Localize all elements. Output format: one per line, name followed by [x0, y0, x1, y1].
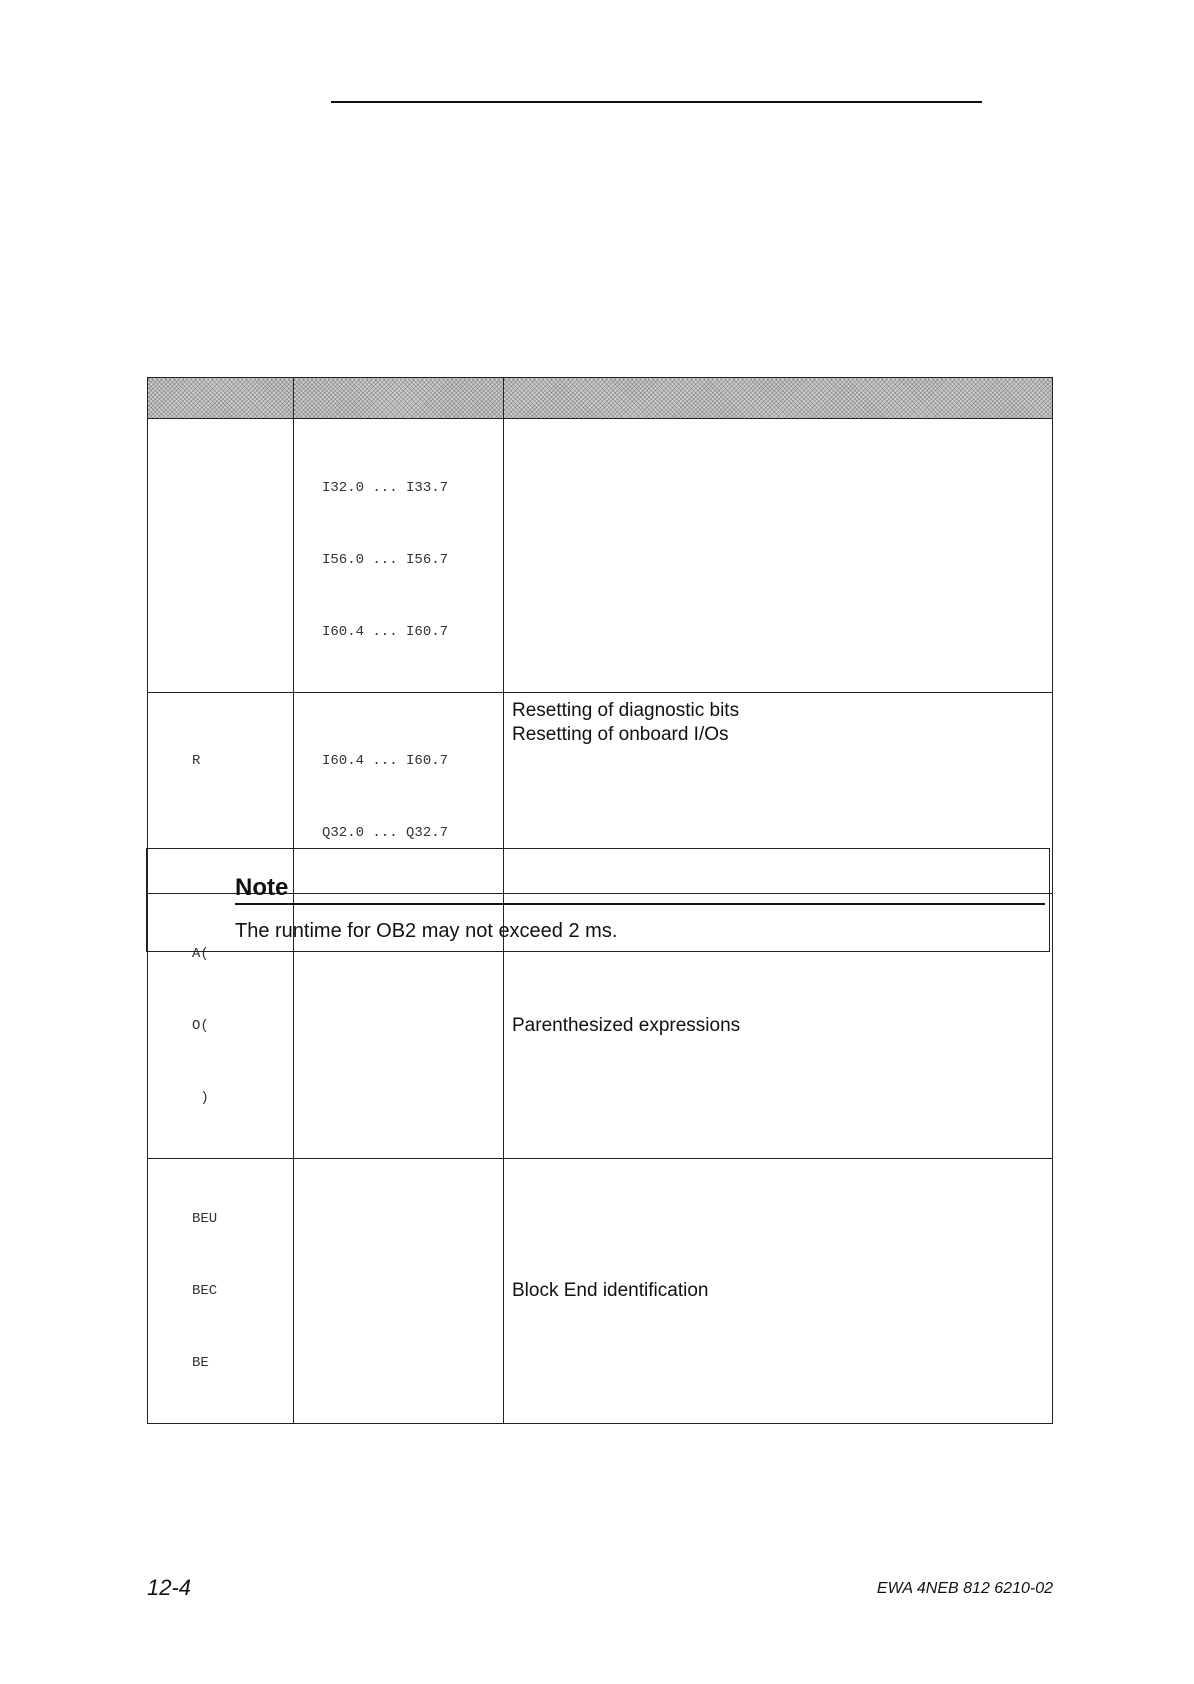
operation-text: ): [192, 1090, 209, 1106]
address-cell: [294, 1159, 504, 1424]
address-text: I60.4 ... I60.7: [322, 624, 449, 640]
page-number: 12-4: [147, 1575, 192, 1600]
operation-text: A(: [192, 946, 209, 962]
operation-text: BE: [192, 1355, 209, 1371]
description-text: Block End identification: [512, 1280, 709, 1301]
document-id: EWA 4NEB 812 6210-02: [876, 1580, 1053, 1597]
table-header-cell: [294, 378, 504, 419]
operation-text: BEU: [192, 1211, 218, 1227]
table-row: [148, 419, 1053, 693]
table-header-cell: [504, 378, 1053, 419]
table-header-row: [148, 378, 1053, 419]
address-cell: [294, 419, 504, 693]
description-cell: [504, 419, 1053, 693]
table-header-cell: [148, 378, 294, 419]
table-row: [148, 1159, 1053, 1424]
operation-cell: [148, 1159, 294, 1424]
note-heading: Note: [235, 873, 1045, 905]
address-text: I60.4 ... I60.7: [322, 753, 449, 769]
operation-cell: [148, 419, 294, 693]
description-text: Resetting of diagnostic bits: [512, 700, 740, 721]
header-rule: [331, 101, 982, 103]
description-cell: [504, 1159, 1053, 1424]
description-text: Resetting of onboard I/Os: [512, 724, 729, 745]
operation-text: BEC: [192, 1283, 218, 1299]
address-text: I32.0 ... I33.7: [322, 480, 449, 496]
address-text: Q32.0 ... Q32.7: [322, 825, 449, 841]
operation-text: R: [192, 753, 201, 769]
note-box: [146, 848, 1050, 952]
description-text: Parenthesized expressions: [512, 1015, 741, 1036]
operation-text: O(: [192, 1018, 209, 1034]
note-text: The runtime for OB2 may not exceed 2 ms.: [235, 920, 618, 942]
address-text: I56.0 ... I56.7: [322, 552, 449, 568]
